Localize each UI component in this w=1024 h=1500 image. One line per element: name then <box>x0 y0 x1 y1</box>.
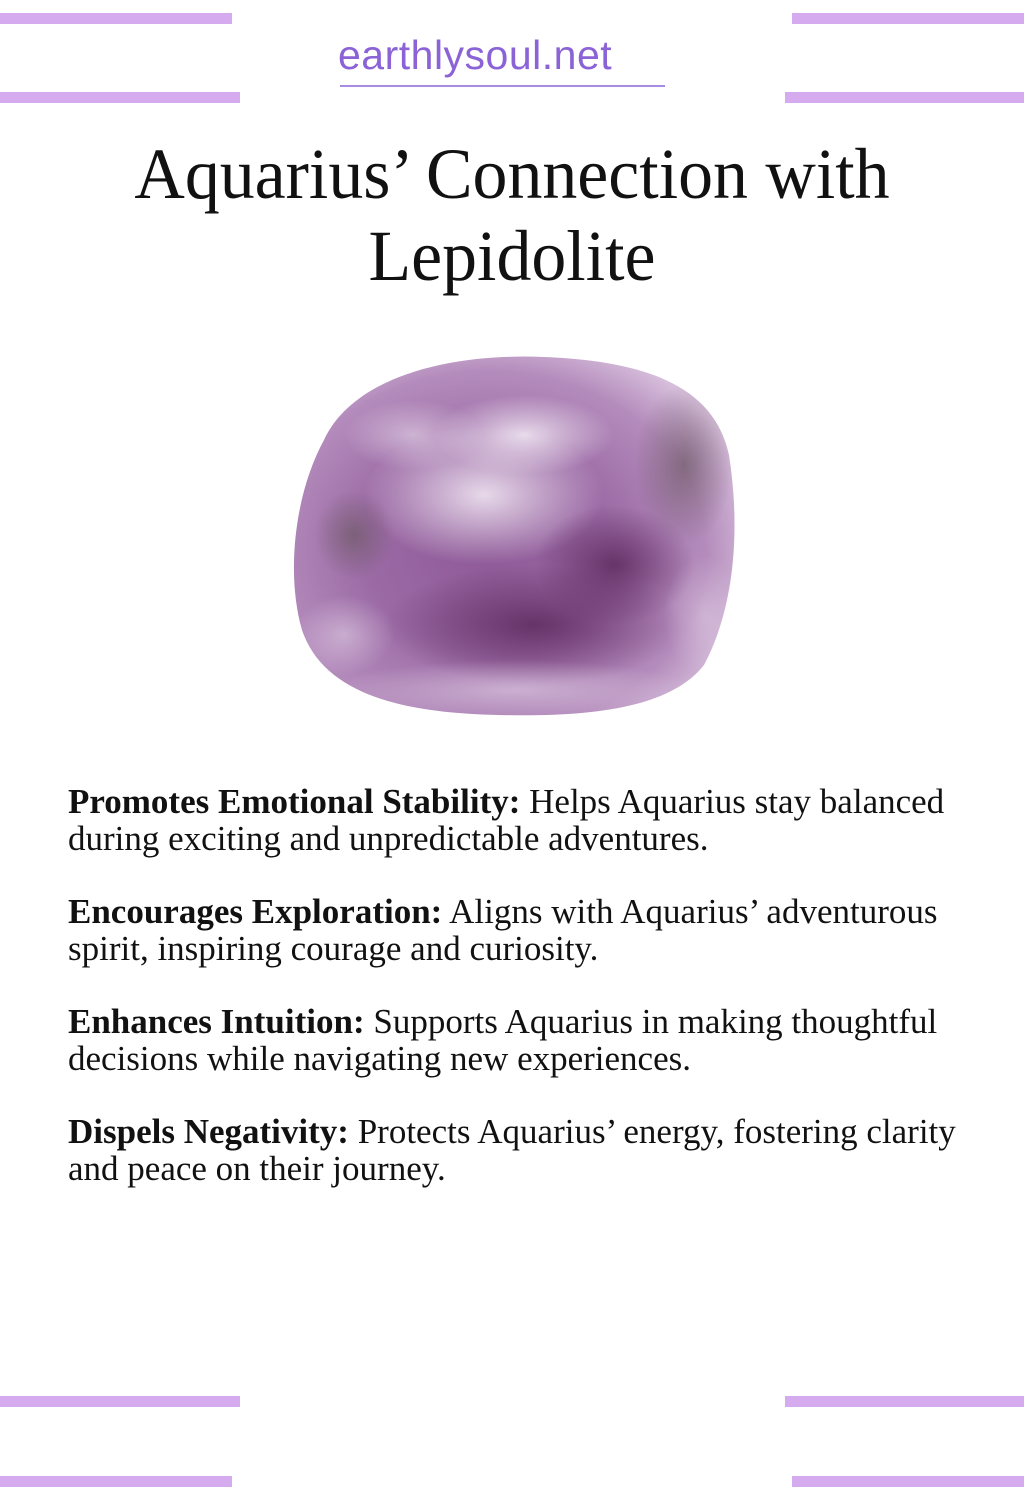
decor-bar-top-left-1 <box>0 13 232 24</box>
page-title-line-2: Lepidolite <box>368 216 656 296</box>
brand-logo-underline <box>340 85 665 87</box>
benefit-heading: Encourages Exploration: <box>68 892 443 931</box>
decor-bar-bottom-right-2 <box>792 1476 1024 1487</box>
benefits-list <box>68 783 968 1223</box>
decor-bar-top-right-2 <box>785 92 1024 103</box>
lepidolite-stone-image <box>284 345 738 720</box>
benefit-item <box>68 1003 968 1077</box>
benefit-item <box>68 783 968 857</box>
decor-bar-top-left-2 <box>0 92 240 103</box>
benefit-heading: Promotes Emotional Stability: <box>68 782 521 821</box>
benefit-text: Aligns with Aquarius’ adventurous spirit, inspiring courage and curiosity. <box>68 892 938 968</box>
benefit-item <box>68 893 968 967</box>
decor-bar-bottom-right-1 <box>785 1396 1024 1407</box>
benefit-text: Helps Aquarius stay balanced during exciting and unpredictable adventures. <box>68 782 945 858</box>
page-title-line-1: Aquarius’ Connection with <box>134 134 890 214</box>
benefit-heading: Enhances Intuition: <box>68 1002 365 1041</box>
page-title <box>15 133 1008 297</box>
benefit-heading: Dispels Negativity: <box>68 1112 349 1151</box>
brand-logo[interactable] <box>338 32 688 88</box>
decor-bar-top-right-1 <box>792 13 1024 24</box>
benefit-text: Protects Aquarius’ energy, fostering clarity and peace on their journey. <box>68 1112 956 1188</box>
benefit-item <box>68 1113 968 1187</box>
decor-bar-bottom-left-2 <box>0 1476 232 1487</box>
benefit-text: Supports Aquarius in making thoughtful decisions while navigating new experiences. <box>68 1002 938 1078</box>
brand-logo-text: earthlysoul.net <box>338 32 613 78</box>
decor-bar-bottom-left-1 <box>0 1396 240 1407</box>
